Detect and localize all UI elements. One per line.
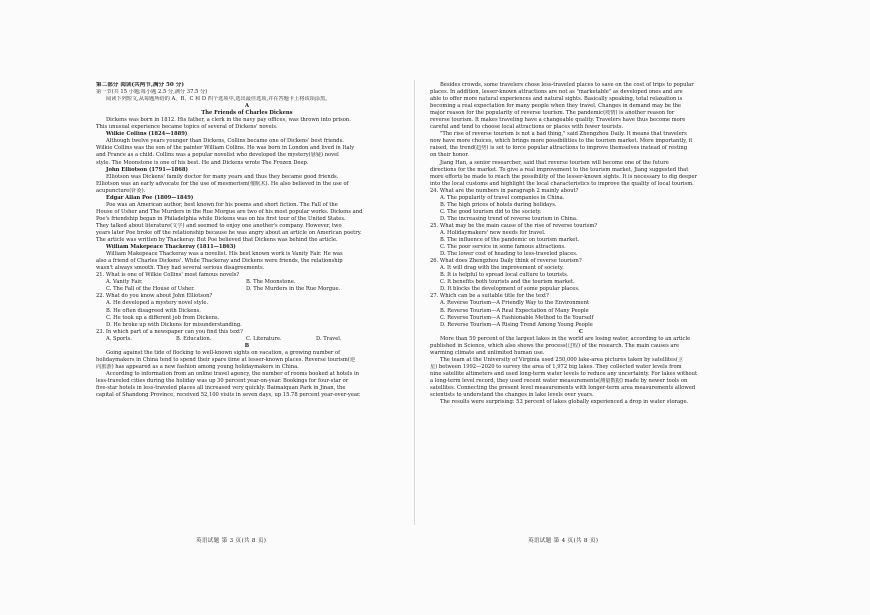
option: A. Reverse Tourism—A Friendly Way to the Environment (440, 300, 590, 307)
option: D. It blocks the development of some popular places. (440, 286, 580, 293)
question-stem: 21. What is one of Wilkie Collins' most famous novels? (96, 272, 240, 279)
text-line: This unusual experience became topics of several of Dickens' novels. (96, 124, 278, 131)
text-line: Besides crowds, some travelers chose less-traveled places to save on the cost of trips to popular (440, 82, 694, 88)
text-line: The results were surprising: 53 percent of lakes globally experienced a drop in water storage. (440, 399, 689, 406)
text-line: scientists to understand the changes in lake levels over years. (430, 392, 594, 399)
text-line: more efforts be made to reach the possibility of the lesser-known sights. It is necessary to dig deeper (430, 173, 698, 180)
text-line: published in Science, which also shows the process(过程) of the research. The main causes are (430, 342, 680, 349)
text-line: 向旅游) has appeared as a new fashion among young holidaymakers in China. (96, 363, 299, 370)
passage-b-left (96, 350, 398, 399)
page-footer-right: 英语试题 第 4 页(共 8 页) (528, 538, 599, 544)
option: D. The lower cost of heading to less-traveled places. (440, 251, 578, 258)
question-21 (96, 272, 398, 293)
text-line: on their honor. (430, 152, 469, 159)
text-line: Elliotson was an early advocate for the use of mesmerism(催眠术). He also believed in the use of (96, 180, 349, 187)
passage-a-letter: A (244, 103, 250, 110)
text-line: nine satellite altimeters and used long-term water levels to reduce any uncertainty. For lakes without (430, 370, 698, 377)
text-line: Wilkie Collins was the son of the painter William Collins. He was born in London and lived in Italy (96, 145, 355, 152)
text-line: five-star hotels in less-traveled places all increased very quickly. Baimaiquan Park in Jinan, the (96, 385, 346, 392)
text-line: The team at the University of Virginia used 250,000 lake-area pictures taken by satellites(卫 (440, 356, 683, 363)
question-stem: 26. What does Zhengzhou Daily think of reverse tourism? (430, 258, 582, 265)
poe-bio (96, 202, 398, 244)
option: D. He broke up with Dickens for misunderstanding. (106, 321, 242, 328)
option: B. The high prices of hotels during holidays. (440, 201, 557, 208)
option: D. Travel. (316, 335, 342, 342)
question-stem: 27. Which can be a suitable title for the text? (430, 293, 549, 300)
text-line: careful and tend to choose local attractions or places with fewer tourists. (430, 124, 624, 131)
question-22 (96, 293, 398, 328)
option: C. He took up a different job from Dickens. (106, 314, 220, 321)
text-line: satellites. Connecting the present level measurements with longer-term area measurements allowed (430, 385, 696, 392)
text-line: capital of Shandong Province, received 52,100 visits in seven days, up 15.78 percent year-over-year. (96, 392, 361, 399)
options-row (96, 279, 398, 286)
option: A. He developed a mystery novel style. (106, 300, 209, 307)
passage-c-letter: C (578, 328, 584, 335)
question-26 (430, 258, 732, 293)
thackeray-heading: William Makepeace Thackeray (1811—1863) (106, 244, 236, 251)
question-23 (96, 329, 398, 343)
text-line: Poe's friendship began in Philadelphia while Dickens was on his first tour of the United States. (96, 215, 346, 222)
option: C. The poor service in some famous attractions. (440, 244, 566, 251)
text-line: years later Poe broke off the relationship because he was angry about an article on American poetry. (96, 229, 362, 236)
question-stem: 24. What are the numbers in paragraph 2 mainly about? (430, 187, 579, 194)
text-line: less-traveled cities during the holiday was up 30 percent year-on-year. Bookings for four-star or (96, 377, 349, 384)
text-line: reverse tourism. It makes traveling have a changeable quality. Travelers have thus become more (430, 117, 686, 124)
text-line: and France as a child. Collins was a popular novelist who developed the mystery(悬疑) novel (96, 152, 339, 159)
text-line: The article was written by Thackeray. But Poe believed that Dickens was behind the article. (96, 237, 338, 244)
option: A. Sports. (106, 335, 132, 342)
text-line: into the local customs and highlight the local characteristics to improve the quality of local tourism. (430, 180, 694, 187)
collins-heading: Wilkie Collins (1824—1889) (106, 131, 188, 138)
text-line: places. In addition, lesser-known attractions are not as "marketable" as developed ones and are (430, 89, 683, 96)
text-line: "The rise of reverse tourism is not a bad thing," said Zhengzhou Daily. It means that travelers (440, 131, 687, 138)
text-line: major reason for the popularity of reverse tourism. The pandemic(疫情) is another reason for (430, 110, 675, 117)
option: D. Reverse Tourism—A Rising Trend Among Young People (440, 321, 593, 328)
text-line: becoming a real expectation for many people when they travel. Changes in demand may be the (430, 103, 682, 110)
text-line: Elliotson was Dickens' family doctor for many years and thus they became good friends. (106, 173, 339, 180)
text-line: acupuncture(针灸). (96, 187, 146, 194)
option: B. The influence of the pandemic on tourism market. (440, 237, 580, 244)
option: D. The Murders in the Rue Morgue. (246, 286, 341, 293)
option: A. Vanity Fair. (106, 279, 143, 286)
text-line: Going against the tide of flocking to well-known sights on vacation, a growing number of (106, 349, 341, 356)
question-stem: 23. In which part of a newspaper can you find this text? (96, 328, 243, 335)
text-line: wasn't always smooth. They had several serious disagreements. (96, 265, 265, 272)
option: A. Holidaymakers' new needs for travel. (440, 229, 546, 236)
question-27 (430, 293, 732, 328)
option: B. Reverse Tourism—A Real Expectation of Many People (440, 307, 589, 314)
text-line: able to offer more natural experiences and natural sights. Basically speaking, total relaxation is (430, 96, 683, 103)
text-line: also a friend of Charles Dickens'. While Thackeray and Dickens were friends, the relationship (96, 258, 343, 265)
poe-heading: Edgar Allan Poe (1809—1849) (106, 194, 194, 201)
question-stem: 25. What may be the main cause of the rise of reverse tourism? (430, 222, 598, 229)
passage-a-title: The Friends of Charles Dickens (201, 110, 293, 117)
text-line: Jiang Han, a senior researcher, said that reverse tourism will become one of the future (440, 159, 669, 166)
passage-b-letter: B (244, 342, 250, 349)
option: C. Reverse Tourism—A Fashionable Method to Be Yourself (440, 314, 594, 321)
text-line: Although twelve years younger than Dickens, Collins became one of Dickens' best friends. (106, 138, 344, 145)
question-25 (430, 223, 732, 258)
text-line: They talked about literature(文学) and seemed to enjoy one another's company. However, two (96, 222, 342, 229)
thackeray-bio (96, 251, 398, 272)
option: A. It will drag with the improvement of society. (440, 265, 564, 272)
column-divider (414, 80, 415, 525)
option: C. It benefits both tourists and the tourism market. (440, 279, 575, 286)
page-footer-left: 英语试题 第 3 页(共 8 页) (196, 538, 267, 544)
passage-c (430, 336, 732, 406)
text-line: style. The Moonstone is one of his best. He and Dickens wrote The Frozen Deep. (96, 159, 309, 166)
text-line: directions for the market. To give a real improvement to the tourism market, Jiang suggested that (430, 166, 689, 173)
right-column (430, 82, 732, 520)
option: D. The increasing trend of reverse tourism in China. (440, 215, 578, 222)
options-row (96, 286, 398, 293)
section-instruction: 阅读下列短文,从每题所给的 A、B、C 和 D 四个选项中,选出最佳选项,并在答题卡上将该项涂黑。 (106, 96, 331, 103)
question-stem: 22. What do you know about John Elliotson? (96, 293, 213, 300)
option: A. The popularity of travel companies in China. (440, 194, 565, 201)
text-line: 星) between 1992—2020 to survey the area of 1,972 big lakes. They collected water levels from (430, 363, 682, 370)
question-24 (430, 188, 732, 223)
text-line: holidaymakers in China tend to spend their spare time at lesser-known places. Reverse tourism(逆 (96, 356, 356, 363)
option: B. It is helpful to spread local culture to tourists. (440, 272, 569, 279)
text-line: According to information from an online travel agency, the number of rooms booked at hotels in (106, 370, 360, 377)
option: B. Education. (176, 335, 212, 342)
text-line: raised, the trend(趋势) is set to force popular attractions to improve themselves instead of resting (430, 145, 688, 152)
option: C. Literature. (246, 335, 282, 342)
elliotson-heading: John Elliotson (1791—1868) (106, 166, 188, 173)
option: B. He often disagreed with Dickens. (106, 307, 201, 314)
section-subtitle: 第一节(共 15 小题;每小题 2.5 分,满分 37.5 分) (96, 89, 208, 96)
option: C. The Fall of the House of Usher. (106, 286, 195, 293)
passage-a-intro (96, 117, 398, 131)
elliotson-bio (96, 174, 398, 195)
section-title: 第二部分 阅读(共两节,满分 50 分) (96, 82, 184, 88)
option: C. The good tourism did to the society. (440, 208, 542, 215)
passage-b-right (430, 82, 732, 188)
text-line: a long-term level record, they used recent water measurements(测量数据) made by newer tools on (430, 377, 688, 384)
left-column (96, 82, 398, 520)
text-line: Poe was an American author, best known for his poems and short fiction. The Fall of the (106, 201, 338, 208)
text-line: warming climate and unlimited human use. (430, 349, 545, 356)
option: B. The Moonstone. (246, 279, 296, 286)
text-line: Dickens was born in 1812. His father, a clerk in the navy pay offices, was thrown into prison. (106, 117, 351, 124)
collins-bio (96, 138, 398, 166)
text-line: House of Usher and The Murders in the Rue Morgue are two of his most popular works. Dickens and (96, 208, 363, 215)
text-line: William Makepeace Thackeray was a novelist. His best known work is Vanity Fair. He was (106, 251, 343, 258)
options-row (96, 336, 398, 343)
text-line: More than 50 percent of the largest lakes in the world are losing water, according to an article (440, 335, 691, 342)
text-line: now have more choices, which brings more possibilities to the tourism market. More importantly, it (430, 138, 693, 145)
